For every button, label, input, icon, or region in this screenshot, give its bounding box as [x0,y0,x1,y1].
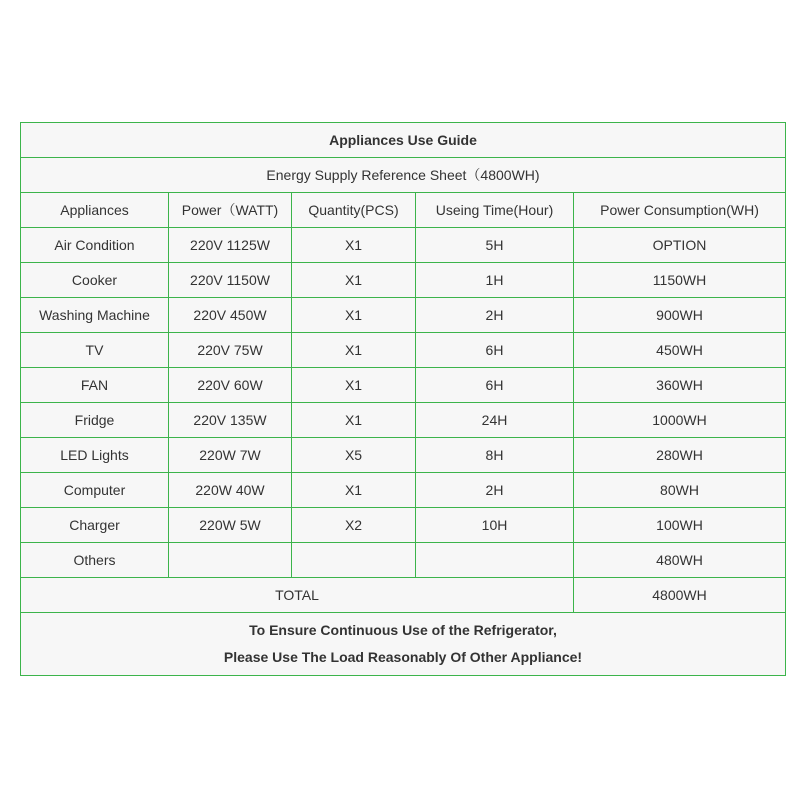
appliance-name: Computer [21,473,169,508]
appliance-name: FAN [21,368,169,403]
table-row [21,403,786,438]
footer-line-1: To Ensure Continuous Use of the Refrigerator, [249,622,557,638]
using-time-cell: 24H [416,403,574,438]
header-power-consumption: Power Consumption(WH) [574,193,786,228]
appliance-name: Others [21,543,169,578]
appliance-name: Air Condition [21,228,169,263]
quantity-cell: X1 [292,368,416,403]
power-cell: 220W 40W [169,473,292,508]
power-cell [169,543,292,578]
quantity-cell: X1 [292,473,416,508]
header-using-time: Useing Time(Hour) [416,193,574,228]
quantity-cell: X2 [292,508,416,543]
header-row [21,193,786,228]
using-time-cell: 2H [416,473,574,508]
appliance-name: TV [21,333,169,368]
appliance-name: Fridge [21,403,169,438]
total-row [21,578,786,613]
consumption-cell: 1150WH [574,263,786,298]
total-label: TOTAL [21,578,574,613]
using-time-cell: 6H [416,368,574,403]
consumption-cell: 1000WH [574,403,786,438]
header-appliances: Appliances [21,193,169,228]
power-cell: 220V 135W [169,403,292,438]
subtitle-row [21,158,786,193]
using-time-cell: 6H [416,333,574,368]
power-cell: 220V 75W [169,333,292,368]
power-cell: 220V 1125W [169,228,292,263]
using-time-cell: 8H [416,438,574,473]
appliance-name: Charger [21,508,169,543]
footer-row [21,613,786,676]
consumption-cell: 360WH [574,368,786,403]
table-row [21,438,786,473]
quantity-cell: X1 [292,403,416,438]
footer-note [21,613,786,676]
quantity-cell: X5 [292,438,416,473]
consumption-cell: 480WH [574,543,786,578]
table-row [21,473,786,508]
title-row [21,123,786,158]
appliances-guide-table [20,122,786,676]
consumption-cell: 100WH [574,508,786,543]
table-row [21,298,786,333]
using-time-cell: 2H [416,298,574,333]
consumption-cell: 450WH [574,333,786,368]
using-time-cell: 5H [416,228,574,263]
table-title: Appliances Use Guide [21,123,786,158]
header-quantity: Quantity(PCS) [292,193,416,228]
table-subtitle: Energy Supply Reference Sheet（4800WH) [21,158,786,193]
appliance-name: Cooker [21,263,169,298]
appliance-name: LED Lights [21,438,169,473]
quantity-cell: X1 [292,298,416,333]
quantity-cell [292,543,416,578]
consumption-cell: 80WH [574,473,786,508]
quantity-cell: X1 [292,333,416,368]
power-cell: 220V 450W [169,298,292,333]
power-cell: 220V 1150W [169,263,292,298]
quantity-cell: X1 [292,228,416,263]
table-row [21,368,786,403]
header-power: Power（WATT) [169,193,292,228]
table-row [21,543,786,578]
table-row [21,508,786,543]
footer-line-2: Please Use The Load Reasonably Of Other Appliance! [223,649,583,665]
power-cell: 220W 7W [169,438,292,473]
total-value: 4800WH [574,578,786,613]
table-row [21,263,786,298]
power-cell: 220W 5W [169,508,292,543]
consumption-cell: 280WH [574,438,786,473]
quantity-cell: X1 [292,263,416,298]
consumption-cell: OPTION [574,228,786,263]
appliance-name: Washing Machine [21,298,169,333]
using-time-cell: 1H [416,263,574,298]
consumption-cell: 900WH [574,298,786,333]
using-time-cell: 10H [416,508,574,543]
using-time-cell [416,543,574,578]
table-row [21,228,786,263]
table-row [21,333,786,368]
power-cell: 220V 60W [169,368,292,403]
